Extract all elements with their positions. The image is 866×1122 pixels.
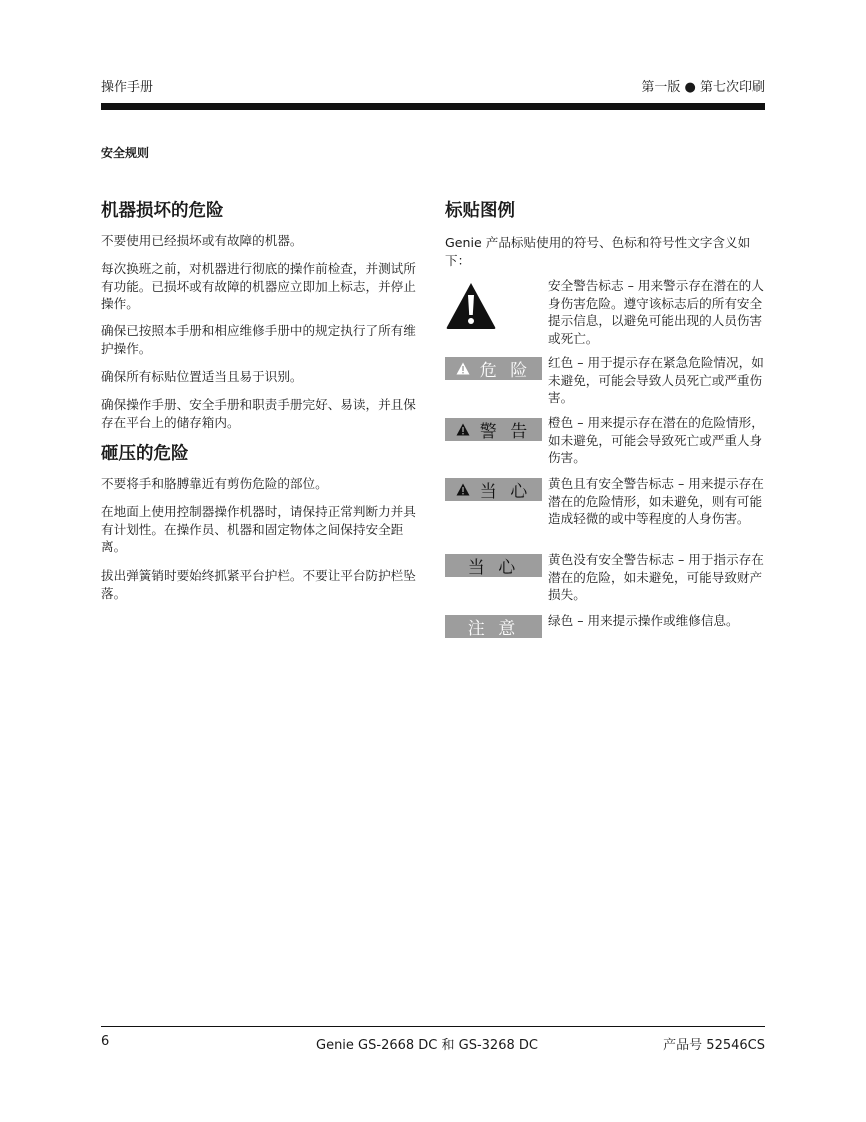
paragraph: 确保已按照本手册和相应维修手册中的规定执行了所有维护操作。 — [101, 323, 416, 356]
paragraph: 不要使用已经损坏或有故障的机器。 — [101, 233, 303, 248]
label-text: 注 意 — [467, 619, 520, 639]
alert-icon — [456, 423, 470, 436]
footer-model: Genie GS-2668 DC 和 GS-3268 DC — [316, 1038, 538, 1053]
caution-label — [445, 554, 542, 577]
paragraph: 不要将手和胳膊靠近有剪伤危险的部位。 — [101, 476, 328, 491]
warning-label — [445, 418, 542, 441]
page-number: 6 — [101, 1034, 110, 1049]
section-title: 安全规则 — [101, 146, 150, 160]
notice-label — [445, 615, 542, 638]
legend-desc-notice: 绿色 – 用来提示操作或维修信息。 — [548, 613, 739, 628]
label-text: 警 告 — [479, 422, 532, 442]
caution-alert-label — [445, 478, 542, 501]
paragraph: 每次换班之前，对机器进行彻底的操作前检查，并测试所有功能。已损坏或有故障的机器应立即加上标志，并停止操作。 — [101, 261, 416, 311]
footer-part-number: 产品号 52546CS — [663, 1038, 765, 1053]
paragraph: 确保所有标贴位置适当且易于识别。 — [101, 369, 303, 384]
paragraph: 确保操作手册、安全手册和职责手册完好、易读，并且保存在平台上的储存箱内。 — [101, 397, 416, 430]
legend-desc-danger: 红色 – 用于提示存在紧急危险情况，如未避免，可能会导致人员死亡或严重伤害。 — [548, 355, 764, 405]
paragraph: 拔出弹簧销时要始终抓紧平台护栏。不要让平台防护栏坠落。 — [101, 568, 416, 601]
legend-desc-caution-alert: 黄色且有安全警告标志 – 用来提示存在潜在的危险情形，如未避免，则有可能造成轻微的或中等程度的人身伤害。 — [548, 476, 764, 526]
paragraph: 在地面上使用控制器操作机器时，请保持正常判断力并具有计划性。在操作员、机器和固定物体之间保持安全距离。 — [101, 504, 416, 554]
footer-rule — [101, 1026, 765, 1027]
header-manual-title: 操作手册 — [101, 80, 154, 95]
label-text: 当 心 — [479, 482, 532, 502]
alert-icon — [456, 362, 470, 375]
heading-label-legend: 标贴图例 — [445, 201, 515, 221]
alert-icon — [456, 483, 470, 496]
legend-intro: Genie 产品标贴使用的符号、色标和符号性文字含义如下： — [445, 235, 751, 268]
header-rule — [101, 103, 765, 110]
legend-desc-warning: 橙色 – 用来提示存在潜在的危险情形，如未避免，可能会导致死亡或严重人身伤害。 — [548, 415, 764, 465]
header-edition: 第一版 ● 第七次印刷 — [641, 80, 765, 95]
heading-crush: 砸压的危险 — [101, 444, 189, 464]
legend-desc-caution: 黄色没有安全警告标志 – 用于指示存在潜在的危险，如未避免，可能导致财产损失。 — [548, 552, 764, 602]
danger-label — [445, 357, 542, 380]
safety-alert-icon — [445, 281, 497, 331]
label-text: 危 险 — [479, 361, 532, 381]
legend-desc-alert: 安全警告标志 – 用来警示存在潜在的人身伤害危险。遵守该标志后的所有安全提示信息，以避免可能出现的人员伤害或死亡。 — [548, 278, 764, 346]
heading-machine-damage: 机器损坏的危险 — [101, 201, 224, 221]
label-text: 当 心 — [467, 558, 520, 578]
